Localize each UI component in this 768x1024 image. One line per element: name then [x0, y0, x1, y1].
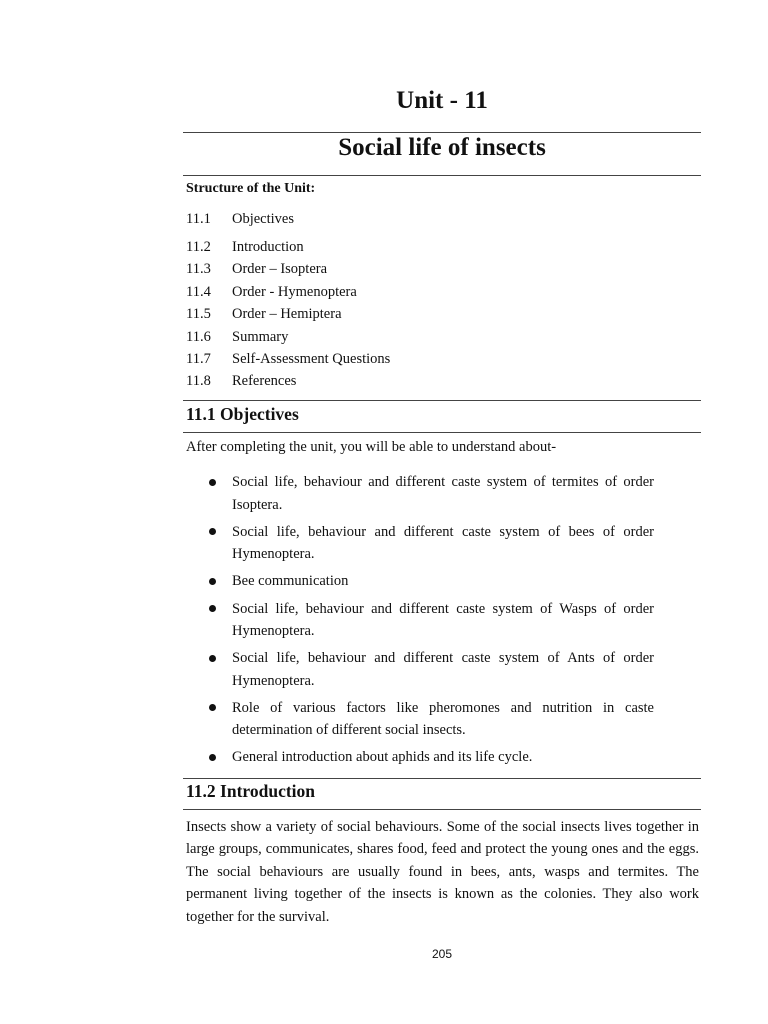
list-item — [186, 471, 654, 516]
list-item-text: Role of various factors like pheromones and nutrition in caste determination of different social insects. — [232, 699, 654, 738]
divider — [183, 175, 701, 176]
table-of-contents — [186, 209, 390, 394]
divider — [183, 778, 701, 779]
toc-item — [186, 282, 390, 304]
toc-item — [186, 327, 390, 349]
divider — [183, 400, 701, 401]
toc-label: Order – Hemiptera — [232, 306, 342, 323]
introduction-heading: 11.2 Introduction — [186, 781, 316, 801]
list-item — [186, 746, 654, 769]
list-item-text: Social life, behaviour and different caste system of Wasps of order Hymenoptera. — [232, 600, 654, 639]
objectives-heading: 11.1 Objectives — [186, 404, 299, 424]
toc-item — [186, 371, 390, 393]
toc-label: Order – Isoptera — [232, 261, 328, 278]
objectives-intro: After completing the unit, you will be able to understand about- — [186, 439, 557, 455]
toc-number: 11.8 — [186, 373, 211, 390]
bullet-icon — [209, 605, 216, 612]
toc-label: Order - Hymenoptera — [232, 283, 357, 300]
bullet-icon — [209, 754, 216, 761]
toc-number: 11.4 — [186, 283, 211, 300]
list-item — [186, 521, 654, 566]
list-item-text: General introduction about aphids and its life cycle. — [232, 749, 533, 765]
divider — [183, 132, 701, 133]
toc-number: 11.7 — [186, 350, 211, 367]
objectives-list — [186, 471, 654, 774]
toc-item — [186, 237, 390, 259]
unit-title: Unit - 11 — [396, 87, 488, 114]
toc-label: Introduction — [232, 239, 304, 255]
list-item — [186, 697, 654, 742]
list-item-text: Social life, behaviour and different caste system of termites of order Isoptera. — [232, 474, 654, 513]
list-item-text: Social life, behaviour and different caste system of Ants of order Hymenoptera. — [232, 650, 654, 689]
divider — [183, 809, 701, 810]
structure-heading: Structure of the Unit: — [186, 181, 316, 196]
introduction-paragraph: Insects show a variety of social behaviours. Some of the social insects lives together in large groups, communicates, shares food, feed and protect the young ones and the eggs. The social behaviours are usually found in bees, ants, wasps and termites. The permanent living together of the insects is known as the colonies. They also work together for the survival. — [186, 819, 699, 925]
toc-number: 11.5 — [186, 306, 211, 323]
toc-item — [186, 349, 390, 371]
toc-label: References — [232, 373, 297, 390]
list-item — [186, 598, 654, 643]
list-item — [186, 647, 654, 692]
bullet-icon — [209, 578, 216, 585]
toc-label: Summary — [232, 328, 289, 345]
toc-number: 11.6 — [186, 328, 211, 345]
toc-item — [186, 259, 390, 281]
page-number: 205 — [431, 947, 453, 961]
divider — [183, 432, 701, 433]
toc-label: Self-Assessment Questions — [232, 350, 391, 367]
bullet-icon — [209, 655, 216, 662]
bullet-icon — [209, 479, 216, 486]
toc-number: 11.2 — [186, 239, 211, 255]
list-item-text: Social life, behaviour and different caste system of bees of order Hymenoptera. — [232, 523, 654, 562]
toc-item — [186, 209, 390, 237]
bullet-icon — [209, 704, 216, 711]
toc-label: Objectives — [232, 211, 295, 227]
list-item-text: Bee communication — [232, 573, 349, 589]
unit-subtitle: Social life of insects — [338, 134, 546, 161]
toc-number: 11.3 — [186, 261, 211, 278]
toc-item — [186, 304, 390, 326]
bullet-icon — [209, 528, 216, 535]
list-item — [186, 570, 654, 593]
toc-number: 11.1 — [186, 211, 211, 227]
